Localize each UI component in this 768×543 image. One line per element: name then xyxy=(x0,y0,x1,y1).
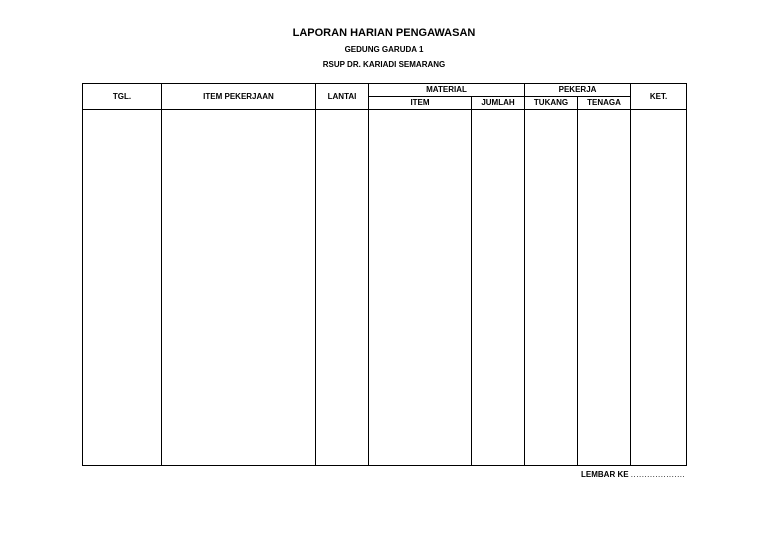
cell-ket xyxy=(631,110,687,466)
col-pekerja-tenaga: TENAGA xyxy=(578,97,631,110)
cell-lantai xyxy=(316,110,369,466)
sheet-number-label: LEMBAR KE xyxy=(581,470,629,479)
report-title: LAPORAN HARIAN PENGAWASAN xyxy=(292,27,476,39)
hospital-name: RSUP DR. KARIADI SEMARANG xyxy=(322,60,446,69)
building-name: GEDUNG GARUDA 1 xyxy=(344,45,424,54)
col-material: MATERIAL xyxy=(369,84,525,97)
cell-item-pekerjaan xyxy=(162,110,316,466)
col-material-jumlah: JUMLAH xyxy=(472,97,525,110)
col-item-pekerjaan: ITEM PEKERJAAN xyxy=(162,84,316,110)
table-row xyxy=(83,110,687,466)
col-pekerja-tukang: TUKANG xyxy=(525,97,578,110)
col-pekerja: PEKERJA xyxy=(525,84,631,97)
cell-tgl xyxy=(83,110,162,466)
supervision-table xyxy=(82,83,687,466)
cell-pekerja-tenaga xyxy=(578,110,631,466)
col-ket: KET. xyxy=(631,84,687,110)
cell-material-jumlah xyxy=(472,110,525,466)
cell-material-item xyxy=(369,110,472,466)
col-material-item: ITEM xyxy=(369,97,472,110)
cell-pekerja-tukang xyxy=(525,110,578,466)
col-tgl: TGL. xyxy=(83,84,162,110)
sheet-number xyxy=(581,470,685,479)
sheet-number-blank: .................... xyxy=(630,470,686,479)
col-lantai: LANTAI xyxy=(316,84,369,110)
